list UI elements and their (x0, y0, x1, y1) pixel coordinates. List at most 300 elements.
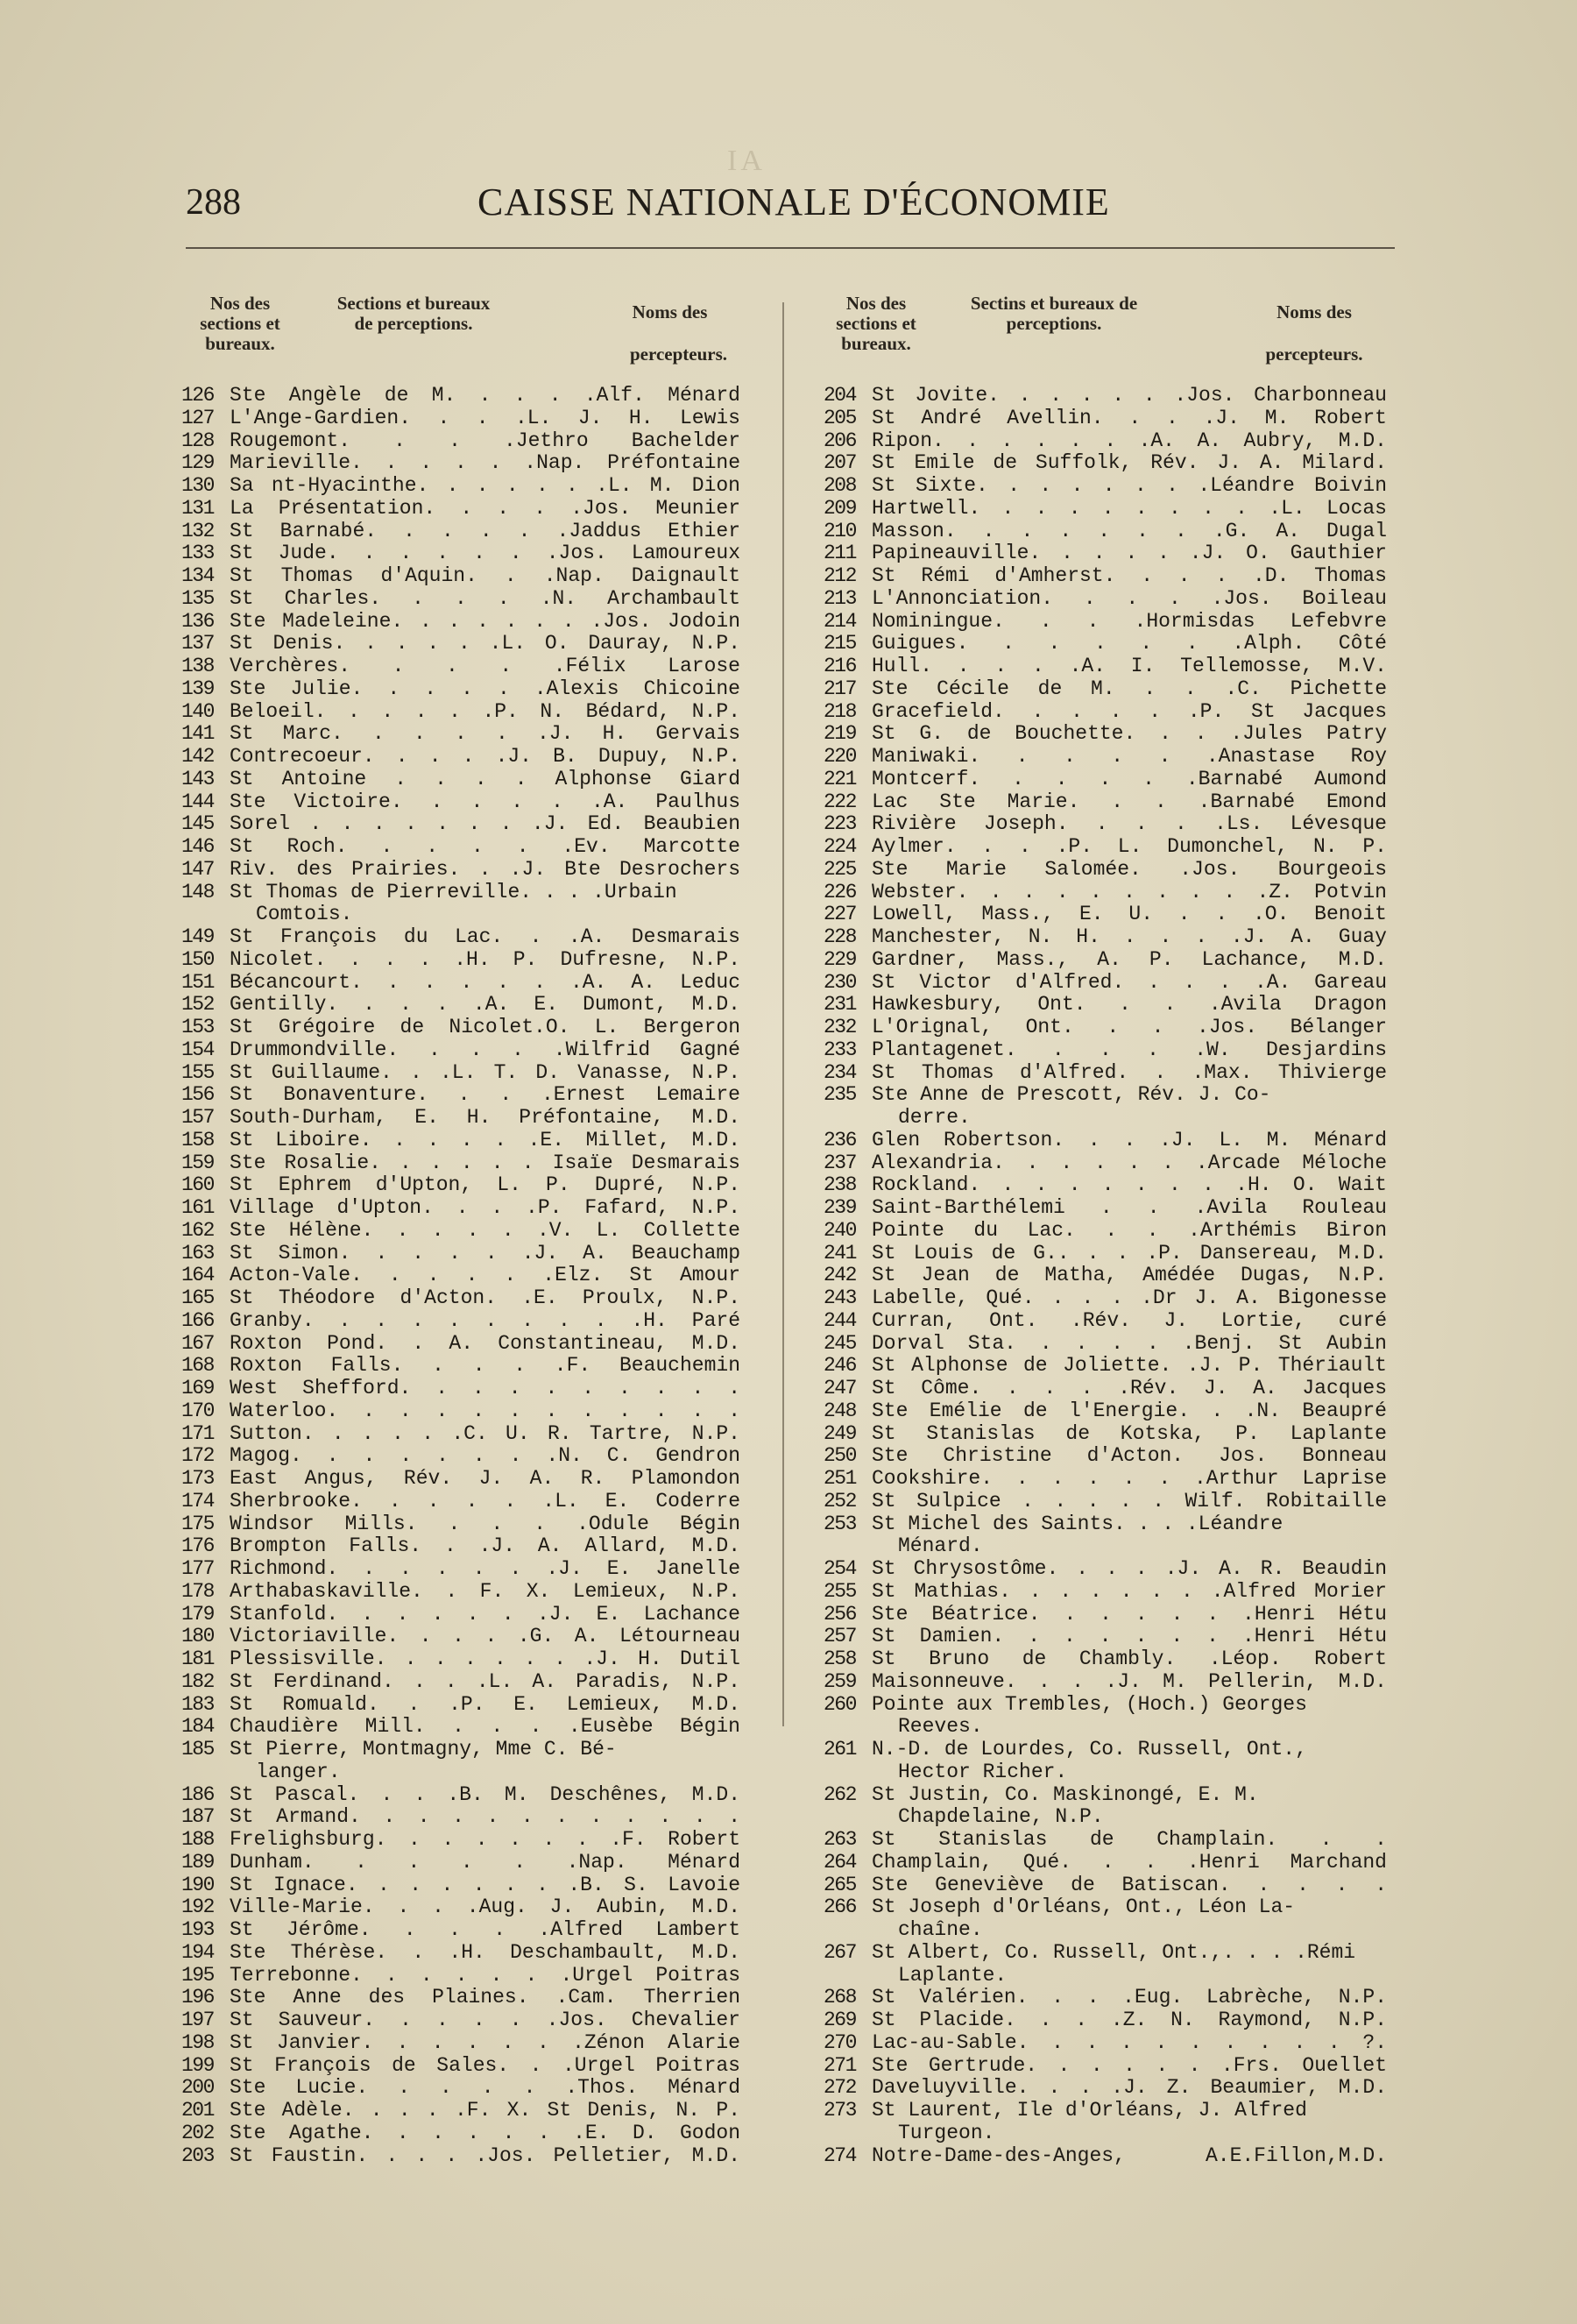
section-number: 149 (181, 925, 214, 948)
section-number: 130 (181, 474, 214, 497)
list-item (181, 1084, 742, 1107)
list-item (181, 1942, 742, 1965)
section-number: 154 (181, 1038, 214, 1061)
list-item (824, 1174, 1389, 1197)
section-entry-text: Village d'Upton. . . .P. Fafard, N.P. (230, 1196, 740, 1219)
section-number: 220 (824, 745, 856, 768)
section-entry-text: Magog. . . . . . . .N. C. Gendron (230, 1444, 740, 1468)
list-item (824, 588, 1389, 611)
list-item (181, 813, 742, 836)
section-number: 265 (824, 1873, 856, 1896)
section-entry-text: Granby. . . . . . . . . .H. Paré (230, 1308, 740, 1332)
section-number: 171 (181, 1421, 214, 1445)
section-number: 273 (824, 2099, 856, 2122)
list-item (181, 1174, 742, 1197)
section-entry-continuation: Turgeon. (898, 2121, 995, 2144)
list-item (181, 521, 742, 543)
section-number: 242 (824, 1264, 856, 1287)
section-entry-text: Webster. . . . . . . . . .Z. Potvin (872, 880, 1387, 903)
section-number: 233 (824, 1038, 856, 1061)
list-item (181, 1310, 742, 1333)
list-item (181, 1220, 742, 1243)
section-entry-continuation: derre. (898, 1106, 971, 1129)
section-number: 268 (824, 1986, 856, 2009)
list-item (181, 1648, 742, 1671)
list-item (824, 655, 1389, 678)
section-number: 235 (824, 1083, 856, 1107)
list-item (181, 1287, 742, 1310)
list-item (824, 385, 1389, 407)
list-item (181, 1919, 742, 1942)
column-headings (181, 294, 742, 364)
section-number: 225 (824, 857, 856, 881)
section-number: 168 (181, 1354, 214, 1378)
section-entry-text: St Michel des Saints. . . .Léandre (872, 1512, 1284, 1535)
section-entry-text: Brompton Falls. . .J. A. Allard, M.D. (230, 1534, 740, 1558)
section-entry-text: St Damien. . . . . . . .Henri Hétu (872, 1625, 1387, 1648)
section-entry-text: Manchester, N. H. . . . .J. A. Guay (872, 925, 1387, 948)
list-item (824, 949, 1389, 972)
section-number: 203 (181, 2143, 214, 2167)
section-entry-text: Masson. . . . . . . .G. A. Dugal (872, 519, 1387, 542)
section-entry-text: St Alphonse de Joliette. .J. P. Thériault (872, 1354, 1387, 1378)
section-number: 228 (824, 925, 856, 948)
list-item (824, 1355, 1389, 1378)
header-rule (186, 247, 1395, 249)
list-item (824, 2055, 1389, 2078)
section-entry-text: Notre-Dame-des-Anges, A.E.Fillon,M.D. (872, 2143, 1387, 2167)
section-number: 127 (181, 406, 214, 429)
section-entry-text: Richmond. . . . . . .J. E. Janelle (230, 1557, 740, 1580)
section-number: 182 (181, 1669, 214, 1693)
section-entry-text: St François de Sales. . .Urgel Poitras (230, 2053, 740, 2077)
section-entry-text: Beloeil. . . . . .P. N. Bédard, N.P. (230, 699, 740, 723)
section-entry-text: Cookshire. . . . . . .Arthur Laprise (872, 1467, 1387, 1490)
section-entry-text: L'Annonciation. . . . .Jos. Boileau (872, 586, 1387, 610)
list-item (824, 1784, 1389, 1830)
list-item (181, 633, 742, 655)
section-entry-text: St Thomas d'Aquin. . .Nap. Daignault (230, 564, 740, 587)
section-number: 251 (824, 1467, 856, 1490)
list-item (824, 565, 1389, 588)
section-entry-text: St Sulpice . . . . . Wilf. Robitaille (872, 1489, 1387, 1513)
section-number: 164 (181, 1264, 214, 1287)
section-entry-text: Ville-Marie. . . .Aug. J. Aubin, M.D. (230, 1895, 740, 1919)
section-entry-text: Alexandria. . . . . . .Arcade Méloche (872, 1151, 1387, 1174)
section-number: 206 (824, 429, 856, 452)
section-number: 248 (824, 1399, 856, 1422)
list-item (824, 1220, 1389, 1243)
section-number: 135 (181, 586, 214, 610)
column-headings (824, 294, 1389, 364)
list-item (181, 1852, 742, 1874)
section-entry-text: St Jude. . . . . . .Jos. Lamoureux (230, 542, 740, 565)
section-entry-text: St Stanislas de Champlain. . . (872, 1828, 1387, 1851)
section-entry-text: Gentilly. . . . .A. E. Dumont, M.D. (230, 993, 740, 1017)
section-number: 258 (824, 1647, 856, 1670)
section-entry-text: Daveluyville. . . .J. Z. Beaumier, M.D. (872, 2076, 1387, 2100)
list-item (824, 1626, 1389, 1648)
section-entry-text: Guigues. . . . . . .Alph. Côté (872, 632, 1387, 655)
section-number: 190 (181, 1873, 214, 1896)
section-entry-text: Sorel . . . . . . . .J. Ed. Beaubien (230, 812, 740, 836)
list-item (181, 1581, 742, 1604)
list-item (824, 1829, 1389, 1852)
section-number: 252 (824, 1489, 856, 1513)
list-item (181, 1604, 742, 1626)
list-item (181, 1784, 742, 1807)
list-item (824, 1445, 1389, 1468)
section-number: 129 (181, 451, 214, 475)
section-entry-text: Stanfold. . . . . . .J. E. Lachance (230, 1602, 740, 1626)
section-number: 222 (824, 790, 856, 813)
section-entry-text: St Laurent, Ile d'Orléans, J. Alfred (872, 2099, 1307, 2122)
section-number: 133 (181, 542, 214, 565)
section-number: 131 (181, 496, 214, 520)
section-entry-continuation: Comtois. (256, 903, 353, 926)
section-number: 173 (181, 1467, 214, 1490)
section-number: 162 (181, 1218, 214, 1242)
section-entry-text: Ste Béatrice. . . . . . .Henri Hétu (872, 1602, 1387, 1626)
section-number: 144 (181, 790, 214, 813)
list-item (181, 588, 742, 611)
list-item (181, 475, 742, 498)
section-number: 143 (181, 767, 214, 790)
section-entry-text: Gardner, Mass., A. P. Lachance, M.D. (872, 947, 1387, 971)
section-number: 229 (824, 947, 856, 971)
section-number: 177 (181, 1557, 214, 1580)
list-item (181, 723, 742, 746)
section-entry-text: Curran, Ont. .Rév. J. Lortie, curé (872, 1308, 1387, 1332)
list-item (181, 611, 742, 634)
section-entry-text: Rivière Joseph. . . . .Ls. Lévesque (872, 812, 1387, 836)
section-entry-text: St Thomas de Pierreville. . . .Urbain (230, 880, 677, 903)
section-number: 194 (181, 1940, 214, 1964)
section-number: 247 (824, 1377, 856, 1399)
list-item (181, 926, 742, 949)
list-item (824, 1739, 1389, 1784)
section-number: 179 (181, 1602, 214, 1626)
section-entry-text: L'Orignal, Ont. . . .Jos. Bélanger (872, 1016, 1387, 1038)
section-entry-text: Plantagenet. . . . .W. Desjardins (872, 1038, 1387, 1061)
section-number: 260 (824, 1692, 856, 1716)
list-item (181, 1130, 742, 1152)
list-item (181, 1152, 742, 1175)
list-item (181, 2145, 742, 2168)
list-item (181, 949, 742, 972)
section-entry-text: Ste Agathe. . . . . . .E. D. Godon (230, 2121, 740, 2144)
section-entry-text: Dorval Sta. . . . . .Benj. St Aubin (872, 1331, 1387, 1355)
section-entry-text: Verchères. . . . .Félix Larose (230, 655, 740, 677)
section-entry-text: St Justin, Co. Maskinongé, E. M. (872, 1782, 1259, 1806)
list-item (824, 611, 1389, 634)
list-item (824, 678, 1389, 701)
section-number: 232 (824, 1016, 856, 1038)
section-entry-text: Sherbrooke. . . . . .L. E. Coderre (230, 1489, 740, 1513)
section-number: 209 (824, 496, 856, 520)
list-item (181, 1197, 742, 1220)
section-number: 174 (181, 1489, 214, 1513)
section-number: 204 (824, 384, 856, 407)
section-number: 245 (824, 1331, 856, 1355)
section-entry-text: Ripon. . . . . . .A. A. Aubry, M.D. (872, 429, 1387, 452)
section-entry-text: Maniwaki. . . . . .Anastase Roy (872, 745, 1387, 768)
section-entry-continuation: Reeves. (898, 1715, 983, 1739)
section-entry-text: St Emile de Suffolk, Rév. J. A. Milard. (872, 451, 1387, 475)
section-number: 205 (824, 406, 856, 429)
section-entry-text: Ste Thérèse. . .H. Deschambault, M.D. (230, 1940, 740, 1964)
page-title: CAISSE NATIONALE D'ÉCONOMIE (477, 181, 1110, 223)
section-number: 271 (824, 2053, 856, 2077)
section-number: 141 (181, 722, 214, 746)
section-number: 239 (824, 1196, 856, 1219)
section-number: 217 (824, 677, 856, 700)
section-entry-text: St Placide. . . .Z. N. Raymond, N.P. (872, 2009, 1387, 2031)
section-entry-text: Rockland. . . . . . . . .H. O. Wait (872, 1173, 1387, 1197)
list-item (824, 1987, 1389, 2009)
section-number: 148 (181, 880, 214, 903)
list-item (181, 1626, 742, 1648)
list-item (824, 813, 1389, 836)
list-item (181, 994, 742, 1017)
section-number: 215 (824, 632, 856, 655)
list-item (181, 1378, 742, 1400)
section-entry-text: Hartwell. . . . . . . . . .L. Locas (872, 496, 1387, 520)
section-entry-text: La Présentation. . . . .Jos. Meunier (230, 496, 740, 520)
section-entry-text: Sa nt-Hyacinthe. . . . . . .L. M. Dion (230, 474, 740, 497)
list-item (824, 1604, 1389, 1626)
list-item (824, 769, 1389, 791)
section-number: 237 (824, 1151, 856, 1174)
section-number: 231 (824, 993, 856, 1017)
list-item (181, 1445, 742, 1468)
section-entry-text: Hull. . . . .A. I. Tellemosse, M.V. (872, 655, 1387, 677)
section-entry-text: N.-D. de Lourdes, Co. Russell, Ont., (872, 1738, 1307, 1761)
section-entry-text: Roxton Pond. . A. Constantineau, M.D. (230, 1331, 740, 1355)
section-entry-text: Ste Angèle de M. . . . .Alf. Ménard (230, 384, 740, 407)
section-number: 183 (181, 1692, 214, 1716)
list-item (824, 701, 1389, 724)
section-number: 197 (181, 2009, 214, 2031)
section-entry-text: St Stanislas de Kotska, P. Laplante (872, 1421, 1387, 1445)
list-item (824, 407, 1389, 430)
section-number: 136 (181, 609, 214, 633)
section-number: 261 (824, 1738, 856, 1761)
section-number: 156 (181, 1083, 214, 1107)
section-entry-text: Ste Anne des Plaines. .Cam. Therrien (230, 1986, 740, 2009)
section-entry-text: St Marc. . . . . .J. H. Gervais (230, 722, 740, 746)
list-item (824, 542, 1389, 565)
section-entry-text: Waterloo. . . . . . . . . . . . (230, 1399, 740, 1422)
column-separator (782, 302, 784, 1726)
section-number: 219 (824, 722, 856, 746)
section-entry-text: St Simon. . . . . .J. A. Beauchamp (230, 1241, 740, 1265)
section-number: 151 (181, 970, 214, 994)
list-item (181, 2100, 742, 2122)
section-list (824, 385, 1389, 2167)
section-entry-text: Victoriaville. . . . .G. A. Létourneau (230, 1625, 740, 1648)
section-entry-text: Roxton Falls. . . . .F. Beauchemin (230, 1354, 740, 1378)
list-item (824, 1423, 1389, 1446)
section-entry-text: Ste Emélie de l'Energie. . .N. Beaupré (872, 1399, 1387, 1422)
section-entry-text: St Guillaume. . .L. T. D. Vanasse, N.P. (230, 1060, 740, 1084)
section-entry-text: St Antoine . . . . Alphonse Giard (230, 767, 740, 790)
list-item (181, 701, 742, 724)
list-item (181, 1671, 742, 1694)
list-item (824, 452, 1389, 475)
section-entry-text: East Angus, Rév. J. A. R. Plamondon (230, 1467, 740, 1490)
section-entry-text: St André Avellin. . . .J. M. Robert (872, 406, 1387, 429)
list-item (824, 1648, 1389, 1671)
section-number: 253 (824, 1512, 856, 1535)
section-entry-text: Riv. des Prairies. . .J. Bte Desrochers (230, 857, 740, 881)
list-item (824, 1333, 1389, 1356)
list-item (181, 430, 742, 453)
section-entry-text: Acton-Vale. . . . . .Elz. St Amour (230, 1264, 740, 1287)
show-through-text: IA (727, 145, 766, 177)
section-number: 175 (181, 1512, 214, 1535)
list-item (824, 1243, 1389, 1265)
section-number: 199 (181, 2053, 214, 2077)
section-entry-text: Ste Victoire. . . . . .A. Paulhus (230, 790, 740, 813)
section-number: 159 (181, 1151, 214, 1174)
section-number: 139 (181, 677, 214, 700)
list-item (824, 1039, 1389, 1062)
section-number: 188 (181, 1828, 214, 1851)
section-number: 189 (181, 1850, 214, 1874)
list-item (181, 1829, 742, 1852)
section-entry-text: St Ignace. . . . . . . .B. S. Lavoie (230, 1873, 740, 1896)
list-item (824, 723, 1389, 746)
section-number: 246 (824, 1354, 856, 1378)
list-item (181, 1039, 742, 1062)
section-entry-text: Marieville. . . . . .Nap. Préfontaine (230, 451, 740, 475)
list-item (824, 1694, 1389, 1739)
section-entry-text: St Liboire. . . . . .E. Millet, M.D. (230, 1128, 740, 1151)
list-item (824, 1513, 1389, 1559)
section-entry-text: Montcerf. . . . . .Barnabé Aumond (872, 767, 1387, 790)
section-number: 272 (824, 2076, 856, 2100)
section-entry-text: Ste Gertrude. . . . . . .Frs. Ouellet (872, 2053, 1387, 2077)
list-item (824, 903, 1389, 926)
section-number: 192 (181, 1895, 214, 1919)
section-entry-text: Ste Julie. . . . . .Alexis Chicoine (230, 677, 740, 700)
section-entry-text: St François du Lac. . .A. Desmarais (230, 925, 740, 948)
section-entry-text: Drummondville. . . . .Wilfrid Gagné (230, 1038, 740, 1061)
list-item (824, 1581, 1389, 1604)
section-number: 227 (824, 903, 856, 926)
list-item (824, 1017, 1389, 1039)
section-number: 221 (824, 767, 856, 790)
section-number: 211 (824, 542, 856, 565)
section-entry-text: Hawkesbury, Ont. . . .Avila Dragon (872, 993, 1387, 1017)
section-number: 172 (181, 1444, 214, 1468)
section-entry-text: Pointe aux Trembles, (Hoch.) Georges (872, 1692, 1307, 1716)
section-entry-text: St Romuald. . .P. E. Lemieux, M.D. (230, 1692, 740, 1716)
list-item (181, 1423, 742, 1446)
heading-section-numbers: Nos des sections et bureaux. (836, 293, 916, 354)
list-item (824, 2145, 1389, 2168)
section-entry-text: St Valérien. . . .Eug. Labrèche, N.P. (872, 1986, 1387, 2009)
list-item (181, 2122, 742, 2145)
section-number: 153 (181, 1016, 214, 1038)
section-number: 147 (181, 857, 214, 881)
list-item (181, 769, 742, 791)
page-number: 288 (186, 182, 241, 223)
section-number: 208 (824, 474, 856, 497)
section-number: 226 (824, 880, 856, 903)
list-item (824, 1852, 1389, 1874)
section-entry-text: Plessisville. . . . . . . .J. H. Dutil (230, 1647, 740, 1670)
list-item (181, 565, 742, 588)
list-item (824, 1062, 1389, 1085)
section-number: 160 (181, 1173, 214, 1197)
section-number: 167 (181, 1331, 214, 1355)
section-number: 249 (824, 1421, 856, 1445)
list-item (824, 1130, 1389, 1152)
list-item (181, 385, 742, 407)
section-number: 132 (181, 519, 214, 542)
list-item (181, 1558, 742, 1581)
section-entry-text: Ste Adèle. . . . .F. X. St Denis, N. P. (230, 2099, 740, 2122)
list-item (181, 1468, 742, 1491)
list-item (824, 972, 1389, 995)
list-item (181, 1017, 742, 1039)
section-number: 210 (824, 519, 856, 542)
section-entry-text: Sutton. . . . . .C. U. R. Tartre, N.P. (230, 1421, 740, 1445)
section-entry-text: St Jovite. . . . . . .Jos. Charbonneau (872, 384, 1387, 407)
section-number: 274 (824, 2143, 856, 2167)
section-entry-text: Papineauville. . . . . .J. O. Gauthier (872, 542, 1387, 565)
list-item (824, 1942, 1389, 1987)
list-item (824, 1084, 1389, 1130)
section-entry-text: St Barnabé. . . . . .Jaddus Ethier (230, 519, 740, 542)
list-item (824, 1378, 1389, 1400)
section-number: 234 (824, 1060, 856, 1084)
section-number: 161 (181, 1196, 214, 1219)
section-entry-text: Chaudière Mill. . . . .Eusèbe Bégin (230, 1715, 740, 1739)
heading-section-names: Sections et bureaux de perceptions. (336, 293, 491, 334)
section-entry-text: St Grégoire de Nicolet.O. L. Bergeron (230, 1016, 740, 1038)
section-entry-text: St Côme. . . . .Rév. J. A. Jacques (872, 1377, 1387, 1399)
list-item (824, 1896, 1389, 1942)
section-entry-text: L'Ange-Gardien. . . .L. J. H. Lewis (230, 406, 740, 429)
section-entry-text: St Joseph d'Orléans, Ont., Léon La- (872, 1895, 1296, 1919)
section-number: 254 (824, 1557, 856, 1580)
section-number: 213 (824, 586, 856, 610)
heading-section-numbers: Nos des sections et bureaux. (200, 293, 280, 354)
list-item (824, 1468, 1389, 1491)
section-entry-text: Lac Ste Marie. . . .Barnabé Emond (872, 790, 1387, 813)
list-item (824, 1197, 1389, 1220)
section-number: 128 (181, 429, 214, 452)
section-entry-continuation: Chapdelaine, N.P. (898, 1805, 1104, 1829)
list-item (824, 1671, 1389, 1694)
list-item (181, 1265, 742, 1287)
section-number: 230 (824, 970, 856, 994)
section-number: 267 (824, 1940, 856, 1964)
section-entry-text: St Louis de G.. . . .P. Dansereau, M.D. (872, 1241, 1387, 1265)
section-number: 207 (824, 451, 856, 475)
list-item (824, 836, 1389, 859)
section-number: 200 (181, 2076, 214, 2100)
section-number: 134 (181, 564, 214, 587)
section-entry-text: Ste Geneviève de Batiscan. . . . . (872, 1873, 1387, 1896)
section-number: 263 (824, 1828, 856, 1851)
list-item (824, 1310, 1389, 1333)
section-entry-text: St Denis. . . . . .L. O. Dauray, N.P. (230, 632, 740, 655)
list-item (824, 521, 1389, 543)
